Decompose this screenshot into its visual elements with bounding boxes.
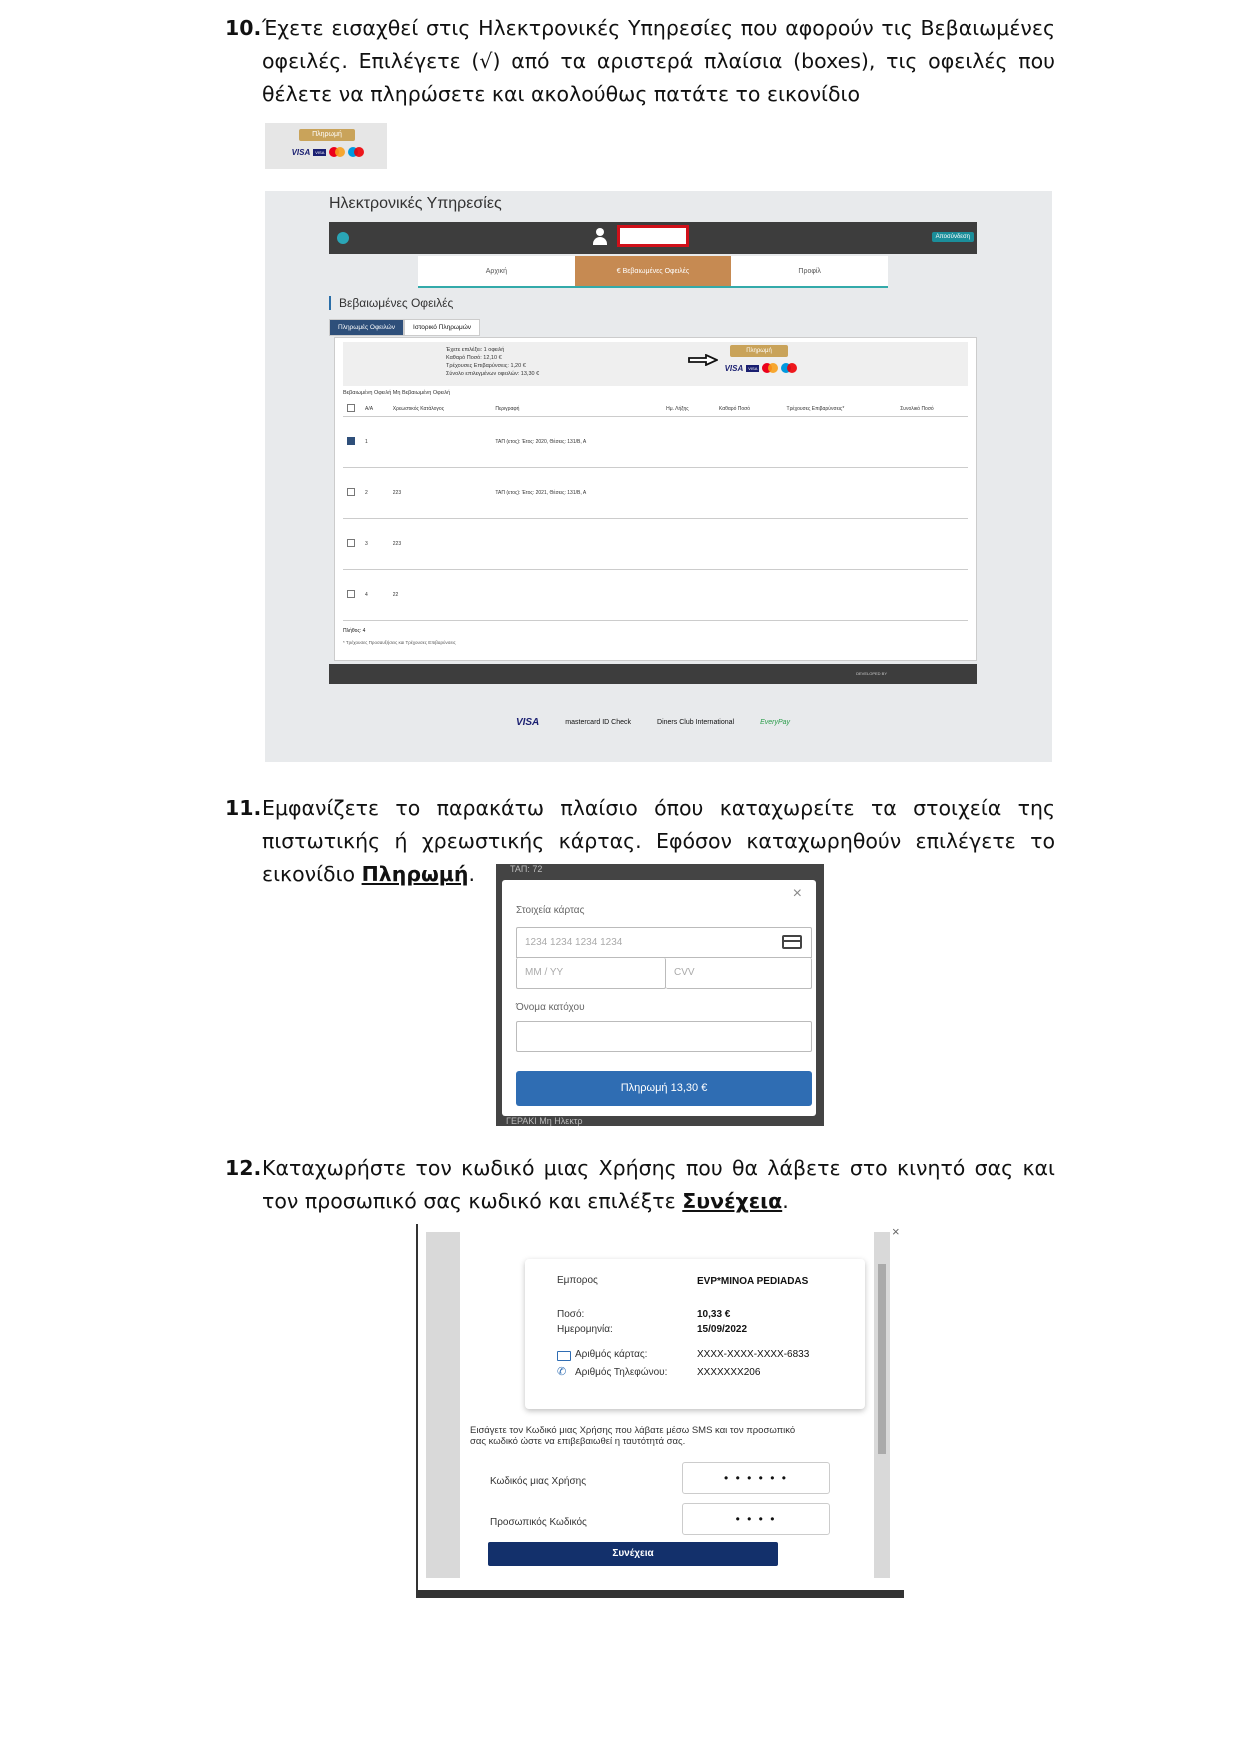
amount-value: 10,33 € xyxy=(697,1309,731,1320)
pin-input[interactable]: • • • • xyxy=(682,1503,830,1535)
holder-name-input[interactable] xyxy=(516,1021,812,1052)
mastercard-logo xyxy=(762,363,778,373)
portal-title: Ηλεκτρονικές Υπηρεσίες xyxy=(329,195,502,212)
table-row xyxy=(343,570,968,621)
section-title: Βεβαιωμένες Οφειλές xyxy=(329,296,453,310)
card-logos xyxy=(711,363,811,373)
card-value: XXXX-XXXX-XXXX-6833 xyxy=(697,1349,810,1360)
otp-input[interactable]: • • • • • • xyxy=(682,1462,830,1494)
row-checkbox[interactable] xyxy=(347,437,355,445)
pay-button: Πληρωμή xyxy=(299,129,355,141)
step-text-body: Εμφανίζετε το παρακάτω πλαίσιο όπου καταχωρείτε τα στοιχεία της πιστωτικής ή χρεωστικής κάρτας. Εφόσον καταχωρηθούν επιλέγετε το εικονίδιο xyxy=(262,796,1055,886)
column-header: Περιγραφή xyxy=(491,402,662,417)
summary-line: Σύνολο επιλεγμένων οφειλών: 13,30 € xyxy=(446,371,540,377)
card-dialog-screenshot xyxy=(496,864,824,1126)
portal-screenshot xyxy=(265,191,1052,762)
tab-profile[interactable]: Προφίλ xyxy=(731,256,888,288)
expiry-input[interactable]: MM / YY xyxy=(516,958,666,989)
card-label: Αριθμός κάρτας: xyxy=(575,1349,648,1360)
row-count: Πλήθος: 4 xyxy=(343,628,366,634)
close-icon[interactable]: × xyxy=(792,885,802,902)
row-number: 3 xyxy=(361,519,389,570)
redacted-username xyxy=(617,225,689,247)
step-number: 11. xyxy=(225,796,262,820)
continue-button[interactable]: Συνέχεια xyxy=(488,1542,778,1566)
phone-label: Αριθμός Τηλεφώνου: xyxy=(575,1367,668,1378)
visa-logo: VISA xyxy=(291,147,311,157)
amount-label: Ποσό: xyxy=(557,1309,585,1320)
otp-dialog-screenshot xyxy=(416,1224,904,1598)
debts-table xyxy=(343,402,968,621)
portal-topbar xyxy=(329,222,977,254)
column-header: Χρεωστικός Κατάλογος xyxy=(389,402,492,417)
payment-logos xyxy=(329,717,977,728)
row-checkbox[interactable] xyxy=(347,539,355,547)
mastercard-id-check-logo: mastercard ID Check xyxy=(565,719,632,726)
visa-debit-logo: VISA xyxy=(315,149,325,155)
merchant-value: EVP*MINOA PEDIADAS xyxy=(697,1276,809,1287)
pay-button[interactable]: Πληρωμή xyxy=(730,345,788,357)
column-header: Α/Α xyxy=(361,402,389,417)
step-emphasis: Συνέχεια xyxy=(682,1189,783,1213)
subtab-history[interactable]: Ιστορικό Πληρωμών xyxy=(404,319,480,336)
row-checkbox[interactable] xyxy=(347,590,355,598)
footnote: * Τρέχουσες Προσαυξήσεις και Τρέχουσες Επιβαρύνσεις xyxy=(343,640,456,645)
diners-club-logo: Diners Club International xyxy=(657,719,735,726)
row-description: ΤΑΠ (ετος): Έτος: 2020, Θέσεις: 131/Β, Α xyxy=(491,417,662,468)
visa-debit-logo: VISA xyxy=(748,365,758,371)
arrow-right-icon xyxy=(688,353,718,363)
row-catalog: 22 xyxy=(389,570,492,621)
selection-summary xyxy=(343,342,968,386)
visa-logo: VISA xyxy=(515,717,540,728)
cvv-input[interactable]: CVV xyxy=(666,958,812,989)
column-header[interactable]: Συνολικό Ποσό xyxy=(896,402,968,417)
step-text: Έχετε εισαχθεί στις Ηλεκτρονικές Υπηρεσίες που αφορούν τις Βεβαιωμένες οφειλές. Επιλέγετε (√) από τα αριστερά πλαίσια (boxes), τις οφειλές που θέλετε να πληρώσετε και ακολούθως πατάτε το εικονίδιο xyxy=(262,16,1055,106)
row-description xyxy=(491,570,662,621)
select-all-checkbox[interactable] xyxy=(347,404,355,412)
column-header[interactable]: Τρέχουσες Επιβαρύνσεις* xyxy=(783,402,897,417)
summary-line: Έχετε επιλέξει: 1 οφειλή xyxy=(446,347,505,353)
background-text: ΓΕΡΑΚΙ Μη Ηλεκτρ xyxy=(506,1116,583,1126)
step-text-body: Καταχωρήστε τον κωδικό μιας Χρήσης που θα λάβετε στο κινητό σας και τον προσωπικό σας κωδικό και επιλέξτε xyxy=(262,1156,1055,1213)
table-row xyxy=(343,468,968,519)
row-catalog: 223 xyxy=(389,519,492,570)
table-row xyxy=(343,417,968,468)
subtabs xyxy=(329,319,480,336)
table-row xyxy=(343,519,968,570)
row-number: 4 xyxy=(361,570,389,621)
summary-lines xyxy=(446,346,539,378)
step-number: 10. xyxy=(225,16,262,40)
row-catalog xyxy=(389,417,492,468)
pay-button[interactable]: Πληρωμή 13,30 € xyxy=(516,1071,812,1106)
tab-debts[interactable]: € Βεβαιωμένες Οφειλές xyxy=(575,256,732,288)
row-catalog: 223 xyxy=(389,468,492,519)
column-header[interactable]: Ημ. Λήξης xyxy=(662,402,715,417)
phone-value: XXXXXXX206 xyxy=(697,1367,761,1378)
holder-label: Όνομα κατόχου xyxy=(516,1002,585,1013)
mastercard-logo xyxy=(329,147,345,157)
credit-card-icon xyxy=(557,1351,571,1361)
menu-icon[interactable] xyxy=(337,232,349,244)
tab-home[interactable]: Αρχική xyxy=(418,256,575,288)
scrollbar-thumb[interactable] xyxy=(878,1264,886,1454)
row-number: 1 xyxy=(361,417,389,468)
visa-logo: VISA xyxy=(724,363,744,373)
debts-panel xyxy=(334,337,977,661)
close-icon[interactable]: × xyxy=(892,1224,900,1239)
table-header xyxy=(343,402,968,417)
portal-footer xyxy=(329,664,977,684)
maestro-logo xyxy=(781,363,797,373)
card-logos xyxy=(279,147,377,157)
merchant-label: Εμπορος xyxy=(557,1275,598,1286)
card-section-label: Στοιχεία κάρτας xyxy=(516,905,585,916)
transaction-info xyxy=(525,1259,865,1409)
developed-by: DEVELOPED BY xyxy=(856,671,887,676)
row-description xyxy=(491,519,662,570)
step-text xyxy=(262,1152,1055,1218)
legal-text xyxy=(329,688,977,693)
logout-button[interactable]: Αποσύνδεση xyxy=(932,232,974,242)
step-10 xyxy=(225,12,1055,111)
summary-line: Καθαρό Ποσό: 12,10 € xyxy=(446,355,502,361)
card-number-input[interactable]: 1234 1234 1234 1234 xyxy=(516,927,812,958)
maestro-logo xyxy=(348,147,364,157)
background-text: ΤΑΠ: 72 xyxy=(510,864,543,874)
step-number: 12. xyxy=(225,1156,262,1180)
otp-form xyxy=(460,1232,874,1578)
everypay-logo: EveryPay xyxy=(760,719,791,726)
legend: Βεβαιωμένη Οφειλή Μη Βεβαιωμένη Οφειλή xyxy=(343,390,451,396)
column-header[interactable]: Καθαρό Ποσό xyxy=(715,402,783,417)
row-checkbox[interactable] xyxy=(347,488,355,496)
user-icon xyxy=(593,228,607,246)
side-panel xyxy=(426,1232,460,1578)
pin-label: Προσωπικός Κωδικός xyxy=(490,1517,587,1528)
step-12 xyxy=(225,1152,1055,1218)
subtab-payments[interactable]: Πληρωμές Οφειλών xyxy=(329,319,404,336)
step-end: . xyxy=(782,1189,789,1213)
step-end: . xyxy=(468,862,476,886)
pay-icon-example xyxy=(265,123,387,169)
phone-icon: ✆ xyxy=(557,1366,567,1378)
otp-instructions: Εισάγετε τον Κωδικό μιας Χρήσης που λάβατε μέσω SMS και τον προσωπικό σας κωδικό ώστε να επιβεβαιωθεί η ταυτότητά σας. xyxy=(470,1425,796,1447)
row-description: ΤΑΠ (ετος): Έτος: 2021, Θέσεις: 131/Β, Α xyxy=(491,468,662,519)
date-label: Ημερομηνία: xyxy=(557,1324,613,1335)
portal-tabs xyxy=(418,256,888,288)
otp-label: Κωδικός μιας Χρήσης xyxy=(490,1476,587,1487)
credit-card-icon xyxy=(782,935,802,949)
date-value: 15/09/2022 xyxy=(697,1324,748,1335)
card-dialog xyxy=(502,880,816,1116)
step-emphasis: Πληρωμή xyxy=(361,862,469,886)
row-number: 2 xyxy=(361,468,389,519)
summary-line: Τρέχουσες Επιβαρύνσεις: 1,20 € xyxy=(446,363,526,369)
